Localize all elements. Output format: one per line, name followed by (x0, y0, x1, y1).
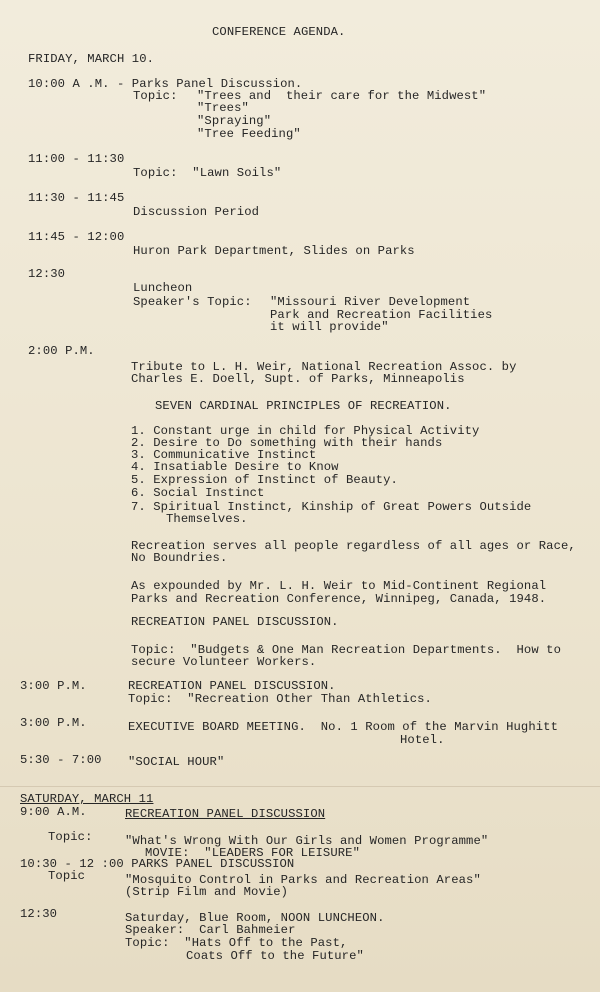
sat-s1-topic-label: Topic: (48, 830, 93, 844)
sat-s3-text: Saturday, Blue Room, NOON LUNCHEON. (125, 911, 385, 925)
serves-line1: Recreation serves all people regardless of all ages or Race, (131, 539, 576, 553)
s8-text: EXECUTIVE BOARD MEETING. No. 1 Room of the Marvin Hughitt (128, 720, 558, 734)
s3-text: Discussion Period (133, 205, 260, 219)
s5-topic2: Park and Recreation Facilities (270, 308, 493, 322)
principle-item: 3. Communicative Instinct (131, 448, 317, 462)
principle-7-continued: Themselves. (166, 512, 248, 526)
expounded-line1: As expounded by Mr. L. H. Weir to Mid-Continent Regional (131, 579, 547, 593)
sat-s3-topic1: Topic: "Hats Off to the Past, (125, 936, 348, 950)
s7-topic: Topic: "Recreation Other Than Athletics. (128, 692, 432, 706)
s8-time: 3:00 P.M. (20, 716, 87, 730)
saturday-date: SATURDAY, MARCH 11 (20, 792, 154, 806)
principle-item: 1. Constant urge in child for Physical Activity (131, 424, 480, 438)
s2-time: 11:00 - 11:30 (28, 152, 125, 166)
principle-item: 6. Social Instinct (131, 486, 265, 500)
s7-title: RECREATION PANEL DISCUSSION. (128, 679, 336, 693)
sat-s2-topic: "Mosquito Control in Parks and Recreation Areas" (125, 873, 481, 887)
s6-tribute2: Charles E. Doell, Supt. of Parks, Minneapolis (131, 372, 465, 386)
panel-title: RECREATION PANEL DISCUSSION. (131, 615, 339, 629)
s1-time: 10:00 A .M. - Parks Panel Discussion. (28, 77, 303, 91)
s1-topic-label: Topic: (133, 89, 178, 103)
s9-text: "SOCIAL HOUR" (128, 755, 225, 769)
panel-topic2: secure Volunteer Workers. (131, 655, 317, 669)
s6-tribute1: Tribute to L. H. Weir, National Recreation Assoc. by (131, 360, 517, 374)
sat-s3-time: 12:30 (20, 907, 58, 921)
friday-date: FRIDAY, MARCH 10. (28, 52, 155, 66)
s6-time: 2:00 P.M. (28, 344, 95, 358)
principle-item: 2. Desire to Do something with their hands (131, 436, 443, 450)
principle-item: 4. Insatiable Desire to Know (131, 460, 339, 474)
expounded-line2: Parks and Recreation Conference, Winnipeg, Canada, 1948. (131, 592, 547, 606)
sat-s1-title: RECREATION PANEL DISCUSSION (125, 807, 326, 821)
s1-topic1: "Trees and their care for the Midwest" (197, 89, 487, 103)
principles-title: SEVEN CARDINAL PRINCIPLES OF RECREATION. (155, 399, 452, 413)
s5-speaker-label: Speaker's Topic: (133, 295, 252, 309)
serves-line2: No Boundries. (131, 551, 228, 565)
sat-s2-topic-label: Topic (48, 869, 86, 883)
sat-s3-topic2: Coats Off to the Future" (186, 949, 364, 963)
s9-time: 5:30 - 7:00 (20, 753, 102, 767)
s4-time: 11:45 - 12:00 (28, 230, 125, 244)
s5-topic3: it will provide" (270, 320, 389, 334)
s5-title: Luncheon (133, 281, 193, 295)
sat-s2-time: 10:30 - 12 :00 PARKS PANEL DISCUSSION (20, 857, 295, 871)
sat-s3-speaker: Speaker: Carl Bahmeier (125, 923, 296, 937)
s1-topic4: "Tree Feeding" (197, 127, 301, 141)
s1-topic2: "Trees" (197, 101, 249, 115)
page-title: CONFERENCE AGENDA. (212, 25, 346, 39)
s8-text2: Hotel. (400, 733, 445, 747)
s1-topic3: "Spraying" (197, 114, 272, 128)
s4-text: Huron Park Department, Slides on Parks (133, 244, 415, 258)
sat-s1-time: 9:00 A.M. (20, 805, 87, 819)
sat-s2-note: (Strip Film and Movie) (125, 885, 289, 899)
paper-fold (0, 786, 600, 787)
principle-item: 5. Expression of Instinct of Beauty. (131, 473, 398, 487)
principle-item: 7. Spiritual Instinct, Kinship of Great Powers Outside (131, 500, 532, 514)
sat-s1-movie: MOVIE: "LEADERS FOR LEISURE" (145, 846, 360, 860)
s5-topic1: "Missouri River Development (270, 295, 471, 309)
s2-topic: Topic: "Lawn Soils" (133, 166, 282, 180)
sat-s1-topic: "What's Wrong With Our Girls and Women Programme" (125, 834, 489, 848)
s7-time: 3:00 P.M. (20, 679, 87, 693)
s5-time: 12:30 (28, 267, 66, 281)
panel-topic1: Topic: "Budgets & One Man Recreation Departments. How to (131, 643, 561, 657)
s3-time: 11:30 - 11:45 (28, 191, 125, 205)
